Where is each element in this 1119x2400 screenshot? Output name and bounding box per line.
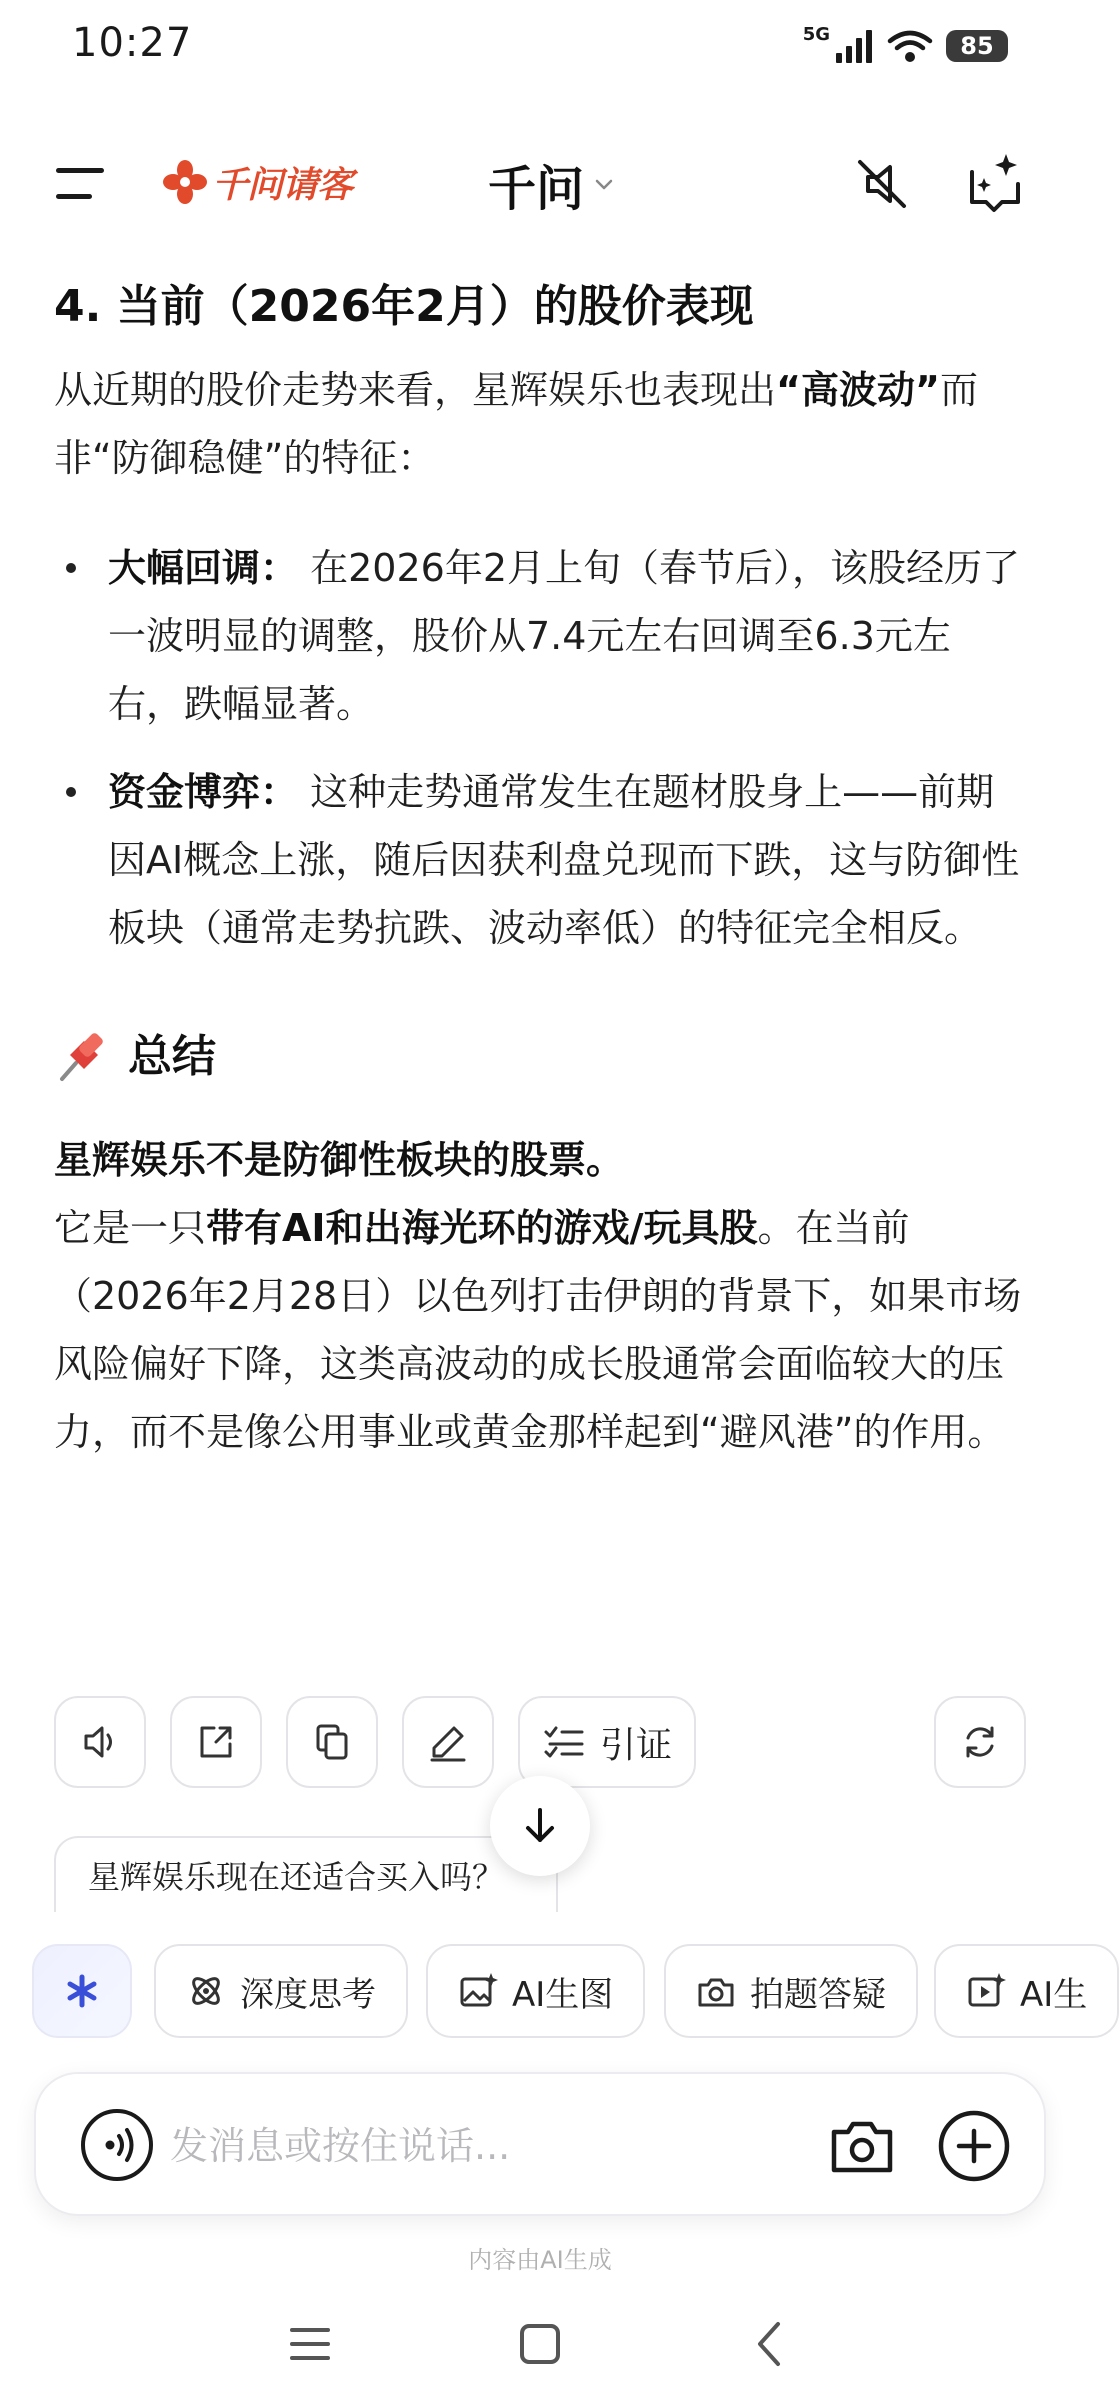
app-header <box>0 140 1080 228</box>
bullet-label: 大幅回调： <box>108 546 299 590</box>
regenerate-button[interactable] <box>934 1696 1026 1788</box>
ai-image-chip[interactable] <box>426 1944 645 2038</box>
app-title: 千问 <box>488 160 585 217</box>
summary-text: 它是一只 <box>54 1206 207 1250</box>
home-icon[interactable] <box>512 2316 568 2372</box>
wifi-icon <box>888 29 932 63</box>
photo-question-chip[interactable] <box>664 1944 918 2038</box>
citation-button[interactable] <box>518 1696 696 1788</box>
read-aloud-button[interactable] <box>54 1696 146 1788</box>
status-bar <box>0 0 1080 92</box>
bullet-text: 在2026年2月上旬（春节后），该股经历了一波明显的调整，股价从7.4元左右回调至6.3元左右，跌幅显著。 <box>108 546 1020 726</box>
brand-flower-icon <box>162 159 208 205</box>
network-type: 5G <box>802 23 830 45</box>
tool-label: 深度思考 <box>240 1974 376 2015</box>
scroll-to-bottom-button[interactable] <box>490 1776 590 1876</box>
bullet-label: 资金博弈： <box>108 770 299 814</box>
citation-label: 引证 <box>599 1724 672 1766</box>
status-time: 10:27 <box>72 20 193 66</box>
ai-image-icon <box>458 1971 498 2011</box>
summary-paragraph <box>54 1194 1026 1466</box>
recent-apps-icon[interactable] <box>282 2316 338 2372</box>
message-input[interactable] <box>170 2106 810 2186</box>
share-icon <box>194 1720 238 1764</box>
intro-tail: 而非“防御稳健”的特征： <box>54 368 978 480</box>
bullet-text: 这种走势通常发生在题材股身上——前期因AI概念上涨，随后因获利盘兑现而下跌，这与防御性板块（通常走势抗跌、波动率低）的特征完全相反。 <box>108 770 1020 950</box>
battery-indicator: 85 <box>946 30 1008 62</box>
status-icons <box>802 23 1008 66</box>
signal-icon <box>834 29 874 63</box>
pushpin-icon <box>54 1029 110 1085</box>
photo-question-icon <box>696 1971 736 2011</box>
speaker-icon <box>78 1720 122 1764</box>
bullet-list <box>54 534 1026 962</box>
intro-bold: “高波动” <box>776 368 940 412</box>
bullet-item <box>54 534 1026 738</box>
voice-input-icon[interactable] <box>78 2106 156 2184</box>
brand-logo[interactable] <box>162 152 352 212</box>
refresh-icon <box>958 1720 1002 1764</box>
brand-text: 千问请客 <box>212 164 353 206</box>
new-chat-icon[interactable] <box>962 150 1028 216</box>
bullet-item <box>54 758 1026 962</box>
copy-button[interactable] <box>286 1696 378 1788</box>
intro-paragraph <box>54 356 1026 492</box>
summary-lead: 星辉娱乐不是防御性板块的股票。 <box>54 1138 625 1182</box>
summary-body <box>54 1126 1026 1466</box>
system-nav-bar <box>0 2290 1080 2400</box>
share-button[interactable] <box>170 1696 262 1788</box>
message-composer <box>34 2072 1046 2216</box>
pencil-icon <box>426 1720 470 1764</box>
tool-label: AI生图 <box>512 1974 614 2015</box>
tool-label: 拍题答疑 <box>750 1974 886 2015</box>
ai-video-icon <box>966 1971 1006 2011</box>
answer-content <box>54 268 1026 1466</box>
tool-chips <box>32 1944 1088 2040</box>
camera-icon[interactable] <box>826 2110 898 2182</box>
chevron-down-icon <box>594 177 614 191</box>
ai-generated-note: 内容由AI生成 <box>468 2246 612 2274</box>
agent-spark-button[interactable] <box>32 1944 132 2038</box>
summary-title: 总结 <box>128 1031 216 1082</box>
edit-button[interactable] <box>402 1696 494 1788</box>
summary-tail: 。在当前（2026年2月28日）以色列打击伊朗的背景下，如果市场风险偏好下降，这类高波动的成长股通常会面临较大的压力，而不是像公用事业或黄金那样起到“避风港”的作用。 <box>54 1206 1022 1454</box>
tool-label: AI生 <box>1020 1974 1088 2015</box>
sparkle-icon <box>62 1971 102 2011</box>
deep-think-icon <box>186 1971 226 2011</box>
model-selector[interactable] <box>488 152 614 216</box>
back-icon[interactable] <box>742 2316 798 2372</box>
speaker-mute-icon[interactable] <box>852 154 912 214</box>
plus-icon[interactable] <box>936 2108 1012 2184</box>
summary-heading <box>54 1018 1026 1096</box>
arrow-down-icon <box>518 1804 562 1848</box>
copy-icon <box>310 1720 354 1764</box>
deep-think-chip[interactable] <box>154 1944 408 2038</box>
suggested-question[interactable]: 星辉娱乐现在还适合买入吗？ <box>54 1836 558 1912</box>
section-title: 4. 当前（2026年2月）的股价表现 <box>54 281 754 332</box>
ai-video-chip[interactable] <box>934 1944 1119 2038</box>
intro-text: 从近期的股价走势来看，星辉娱乐也表现出 <box>54 368 777 412</box>
summary-bold: 带有AI和出海光环的游戏/玩具股 <box>206 1206 758 1250</box>
menu-icon[interactable] <box>54 162 110 206</box>
checklist-icon <box>542 1720 586 1764</box>
